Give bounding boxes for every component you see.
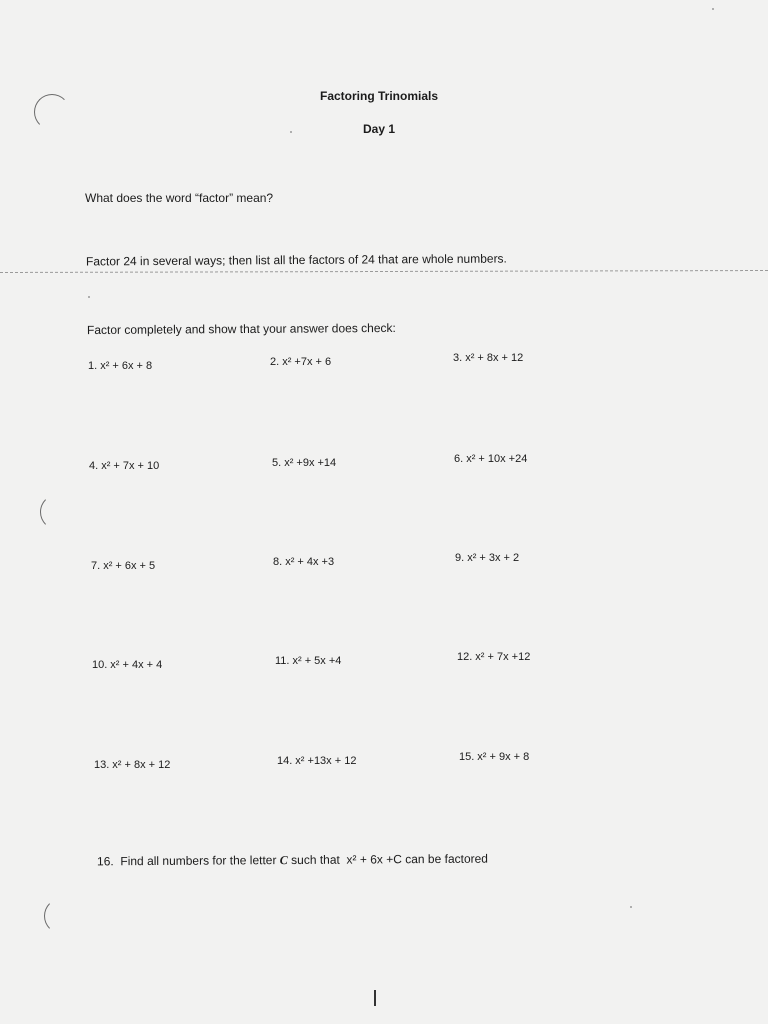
problem-4: 4. x² + 7x + 10 bbox=[89, 460, 160, 472]
question-16: 16. Find all numbers for the letter C such that x² + 6x +C can be factored bbox=[96, 851, 488, 869]
problem-2: 2. x² +7x + 6 bbox=[270, 356, 332, 368]
question-factor-meaning: What does the word “factor” mean? bbox=[85, 191, 274, 205]
page-edge-mark bbox=[374, 990, 376, 1006]
instructions-text: Factor completely and show that your answer does check: bbox=[86, 320, 396, 338]
problem-12: 12. x² + 7x +12 bbox=[457, 651, 531, 663]
problem-1: 1. x² + 6x + 8 bbox=[88, 360, 153, 372]
scan-speck bbox=[630, 906, 632, 908]
problem-10: 10. x² + 4x + 4 bbox=[92, 659, 163, 671]
problem-8: 8. x² + 4x +3 bbox=[273, 556, 335, 568]
hole-punch-top-mark bbox=[34, 94, 70, 130]
scan-speck bbox=[712, 8, 714, 10]
problem-14: 14. x² +13x + 12 bbox=[277, 755, 357, 767]
problem-15: 15. x² + 9x + 8 bbox=[459, 751, 530, 763]
fold-line bbox=[0, 270, 768, 273]
scan-speck bbox=[290, 131, 292, 133]
problem-3: 3. x² + 8x + 12 bbox=[453, 352, 524, 364]
hole-punch-middle-mark bbox=[40, 494, 76, 530]
problem-9: 9. x² + 3x + 2 bbox=[455, 552, 520, 564]
problem-11: 11. x² + 5x +4 bbox=[275, 655, 342, 667]
hole-punch-bottom-mark bbox=[44, 898, 80, 934]
problem-6: 6. x² + 10x +24 bbox=[454, 453, 528, 465]
question-factor-24: Factor 24 in several ways; then list all the factors of 24 that are whole numbers. bbox=[85, 251, 507, 269]
problem-7: 7. x² + 6x + 5 bbox=[91, 560, 156, 572]
scan-speck bbox=[88, 296, 90, 298]
worksheet-title: Factoring Trinomials bbox=[320, 89, 439, 103]
problem-13: 13. x² + 8x + 12 bbox=[94, 759, 171, 771]
problem-5: 5. x² +9x +14 bbox=[272, 457, 337, 469]
worksheet-subtitle: Day 1 bbox=[363, 122, 396, 136]
